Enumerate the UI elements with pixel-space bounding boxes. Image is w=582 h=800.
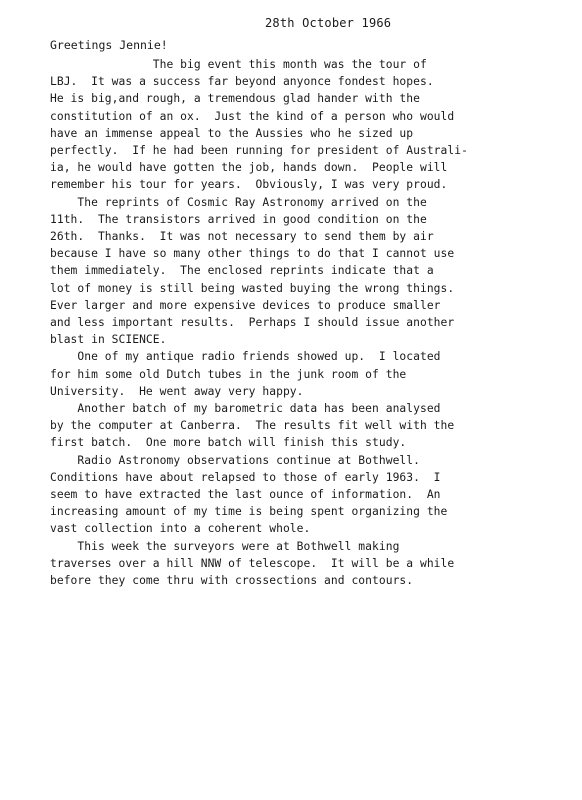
letter-line: perfectly. If he had been running for president of Australi-	[50, 144, 468, 158]
letter-line: lot of money is still being wasted buying the wrong things.	[50, 281, 455, 295]
letter-line: Ever larger and more expensive devices to produce smaller	[50, 298, 441, 312]
letter-line: by the computer at Canberra. The results fit well with the	[50, 419, 455, 433]
letter-line: Another batch of my barometric data has been analysed	[50, 402, 441, 416]
letter-date: 28th October 1966	[265, 16, 392, 30]
letter-body	[50, 56, 470, 589]
letter-line: them immediately. The enclosed reprints indicate that a	[50, 264, 434, 278]
letter-line: remember his tour for years. Obviously, I was very proud.	[50, 178, 448, 192]
letter-line: University. He went away very happy.	[50, 384, 304, 398]
letter-line: 26th. Thanks. It was not necessary to send them by air	[50, 230, 434, 244]
letter-line: before they come thru with crossections and contours.	[50, 574, 414, 588]
letter-line: constitution of an ox. Just the kind of a person who would	[50, 109, 455, 123]
letter-line: This week the surveyors were at Bothwell making	[50, 539, 400, 553]
letter-line: and less important results. Perhaps I should issue another	[50, 316, 455, 330]
letter-greeting: Greetings Jennie!	[50, 38, 168, 52]
letter-line: vast collection into a coherent whole.	[50, 522, 311, 536]
letter-line: first batch. One more batch will finish this study.	[50, 436, 407, 450]
letter-line: blast in SCIENCE.	[50, 333, 167, 347]
letter-line: seem to have extracted the last ounce of information. An	[50, 488, 441, 502]
letter-line: One of my antique radio friends showed up. I located	[50, 350, 441, 364]
letter-line: Radio Astronomy observations continue at Bothwell.	[50, 453, 420, 467]
letter-line: 11th. The transistors arrived in good condition on the	[50, 212, 427, 226]
letter-line: increasing amount of my time is being spent organizing the	[50, 505, 448, 519]
letter-line: He is big,and rough, a tremendous glad hander with the	[50, 92, 420, 106]
letter-line: have an immense appeal to the Aussies who he sized up	[50, 126, 414, 140]
letter-line: Conditions have about relapsed to those of early 1963. I	[50, 470, 441, 484]
letter-line: because I have so many other things to do that I cannot use	[50, 247, 455, 261]
letter-line: traverses over a hill NNW of telescope. It will be a while	[50, 556, 455, 570]
letter-line: LBJ. It was a success far beyond anyonce fondest hopes.	[50, 75, 434, 89]
letter-line: for him some old Dutch tubes in the junk room of the	[50, 367, 407, 381]
letter-line: The big event this month was the tour of	[50, 58, 427, 71]
letter-line: ia, he would have gotten the job, hands down. People will	[50, 161, 448, 175]
letter-line: The reprints of Cosmic Ray Astronomy arrived on the	[50, 195, 427, 209]
